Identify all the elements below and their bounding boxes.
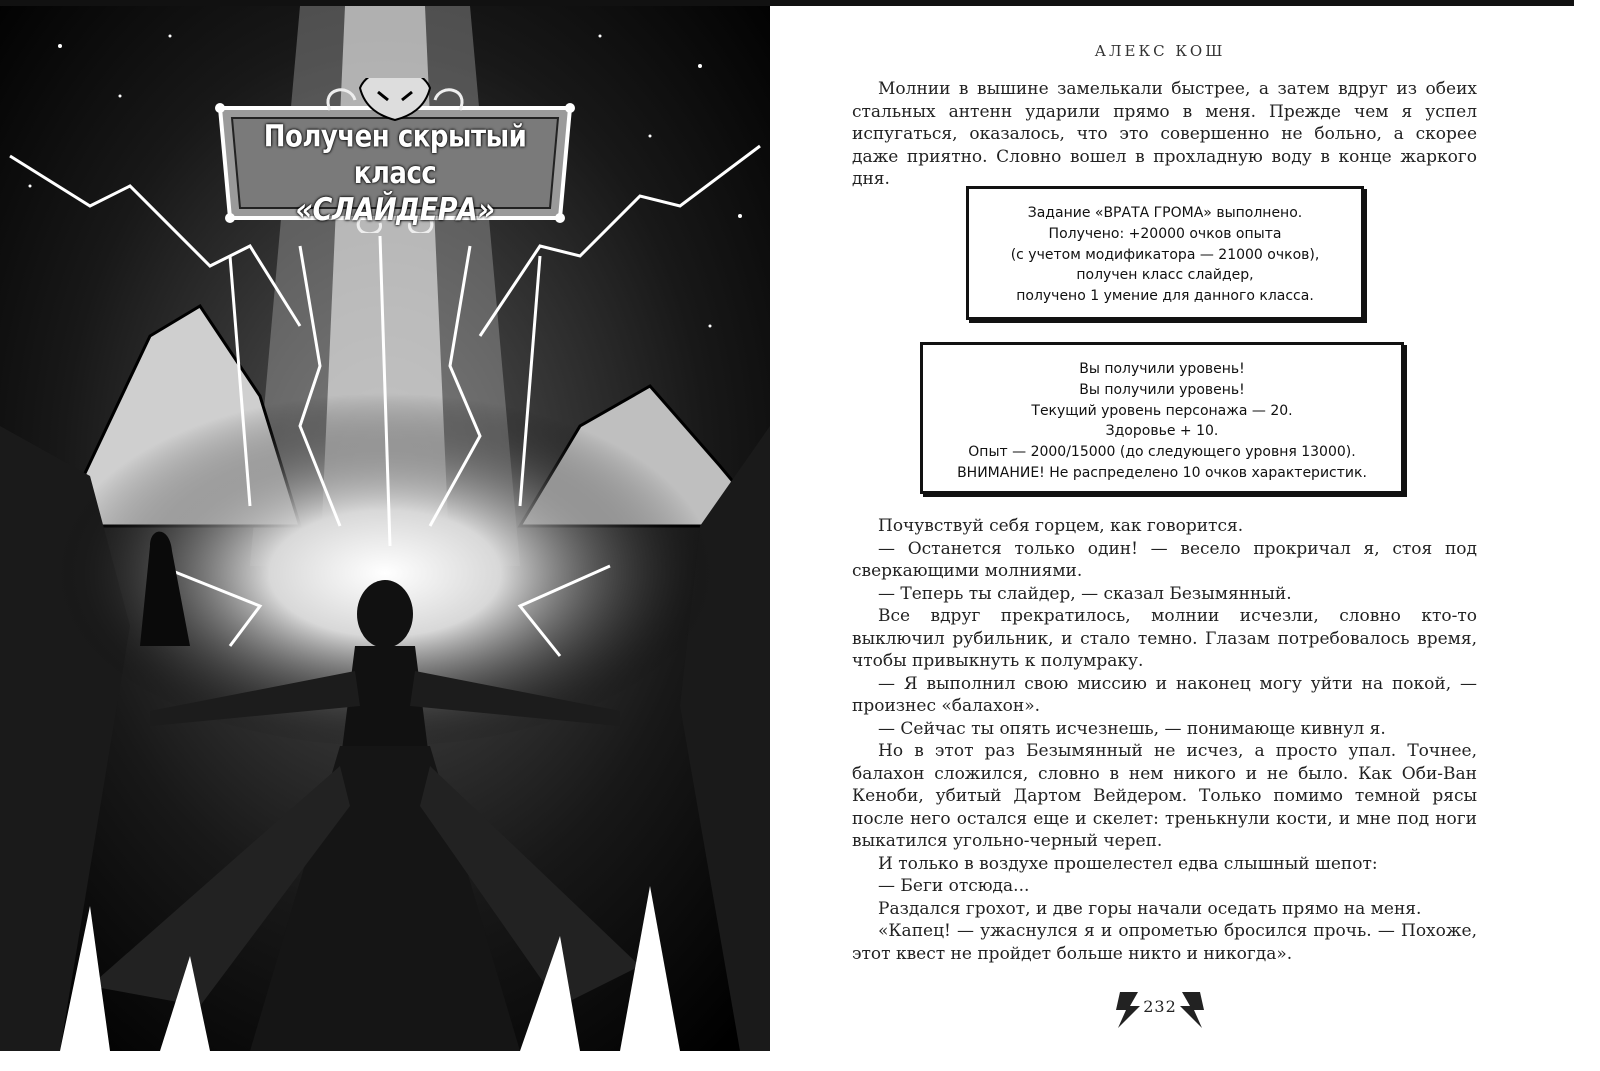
running-head: АЛЕКС КОШ [1094,42,1226,60]
paragraph: — Беги отсюда... [878,876,1030,896]
box-line: Получено: +20000 очков опыта [1048,225,1282,242]
paragraph: Все вдруг прекратилось, молнии исчезли, словно кто-то выключил рубильник, и стало темно. Глазам потребовалось время, чтобы привыкнуть к полумраку. [852,606,1477,671]
box-line: получено 1 умение для данного класса. [1016,288,1314,305]
banner-line-2: «СЛАЙДЕРА» [295,192,495,229]
paragraph: Почувствуй себя горцем, как говорится. [878,516,1244,536]
box-line: (с учетом модификатора — 21000 очков), [1010,246,1320,263]
paragraph: «Капец! — ужаснулся я и опрометью бросился прочь. — Похоже, этот квест не пройдет больше никто и никогда». [852,921,1477,964]
illustration-page [0,6,770,1051]
paragraph: — Я выполнил свою миссию и наконец могу уйти на покой, — произнес «балахон». [852,673,1477,716]
box-line: Опыт — 2000/15000 (до следующего уровня 13000). [968,444,1356,461]
class-banner [210,78,580,233]
box-line: Вы получили уровень! [1079,361,1245,377]
box-line: Текущий уровень персонажа — 20. [1031,402,1293,419]
paragraph: Раздался грохот, и две горы начали оседать прямо на меня. [878,898,1422,919]
box-line: Вы получили уровень! [1079,381,1245,398]
box-line: Задание «ВРАТА ГРОМА» выполнено. [1027,205,1303,221]
page-number [1110,986,1210,1030]
quest-complete-box [966,186,1364,320]
paragraph: Но в этот раз Безымянный не исчез, а просто упал. Точнее, балахон сложился, словно в нем никого и не было. Как Оби-Ван Кеноби, убитый Дартом Вейдером. Только помимо темной рясы после него остался еще и скелет: тренькнули кости, и мне под ноги выкатился угольно-черный череп. [852,741,1477,851]
paragraph: Молнии в вышине замелькали быстрее, а затем вдруг из обеих стальных антенн ударили прямо в меня. Прежде чем я успел испугаться, оказалось, что это совершенно не больно, а скорее даже приятно. Словно вошел в прохладную воду в конце жаркого дня. [852,79,1477,189]
box-line: Здоровье + 10. [1105,423,1219,440]
text-page [770,6,1574,1051]
paragraph: — Останется только один! — весело прокричал я, стоя под сверкающими молниями. [852,538,1477,581]
banner-text [220,119,570,229]
paragraph: — Теперь ты слайдер, — сказал Безымянный. [878,583,1292,604]
box-line: получен класс слайдер, [1076,267,1254,284]
paragraph: И только в воздухе прошелестел едва слышный шепот: [878,853,1378,874]
paragraph: — Сейчас ты опять исчезнешь, — понимающе кивнул я. [878,718,1386,739]
banner-line-1: Получен скрытый класс [263,119,527,192]
level-up-box [920,342,1404,494]
text-block-bottom [852,515,1477,965]
right-margin [1574,0,1600,1071]
page-number-text: 232 [1143,997,1177,1016]
text-block-top [852,78,1477,191]
box-line: ВНИМАНИЕ! Не распределено 10 очков характеристик. [957,464,1367,481]
